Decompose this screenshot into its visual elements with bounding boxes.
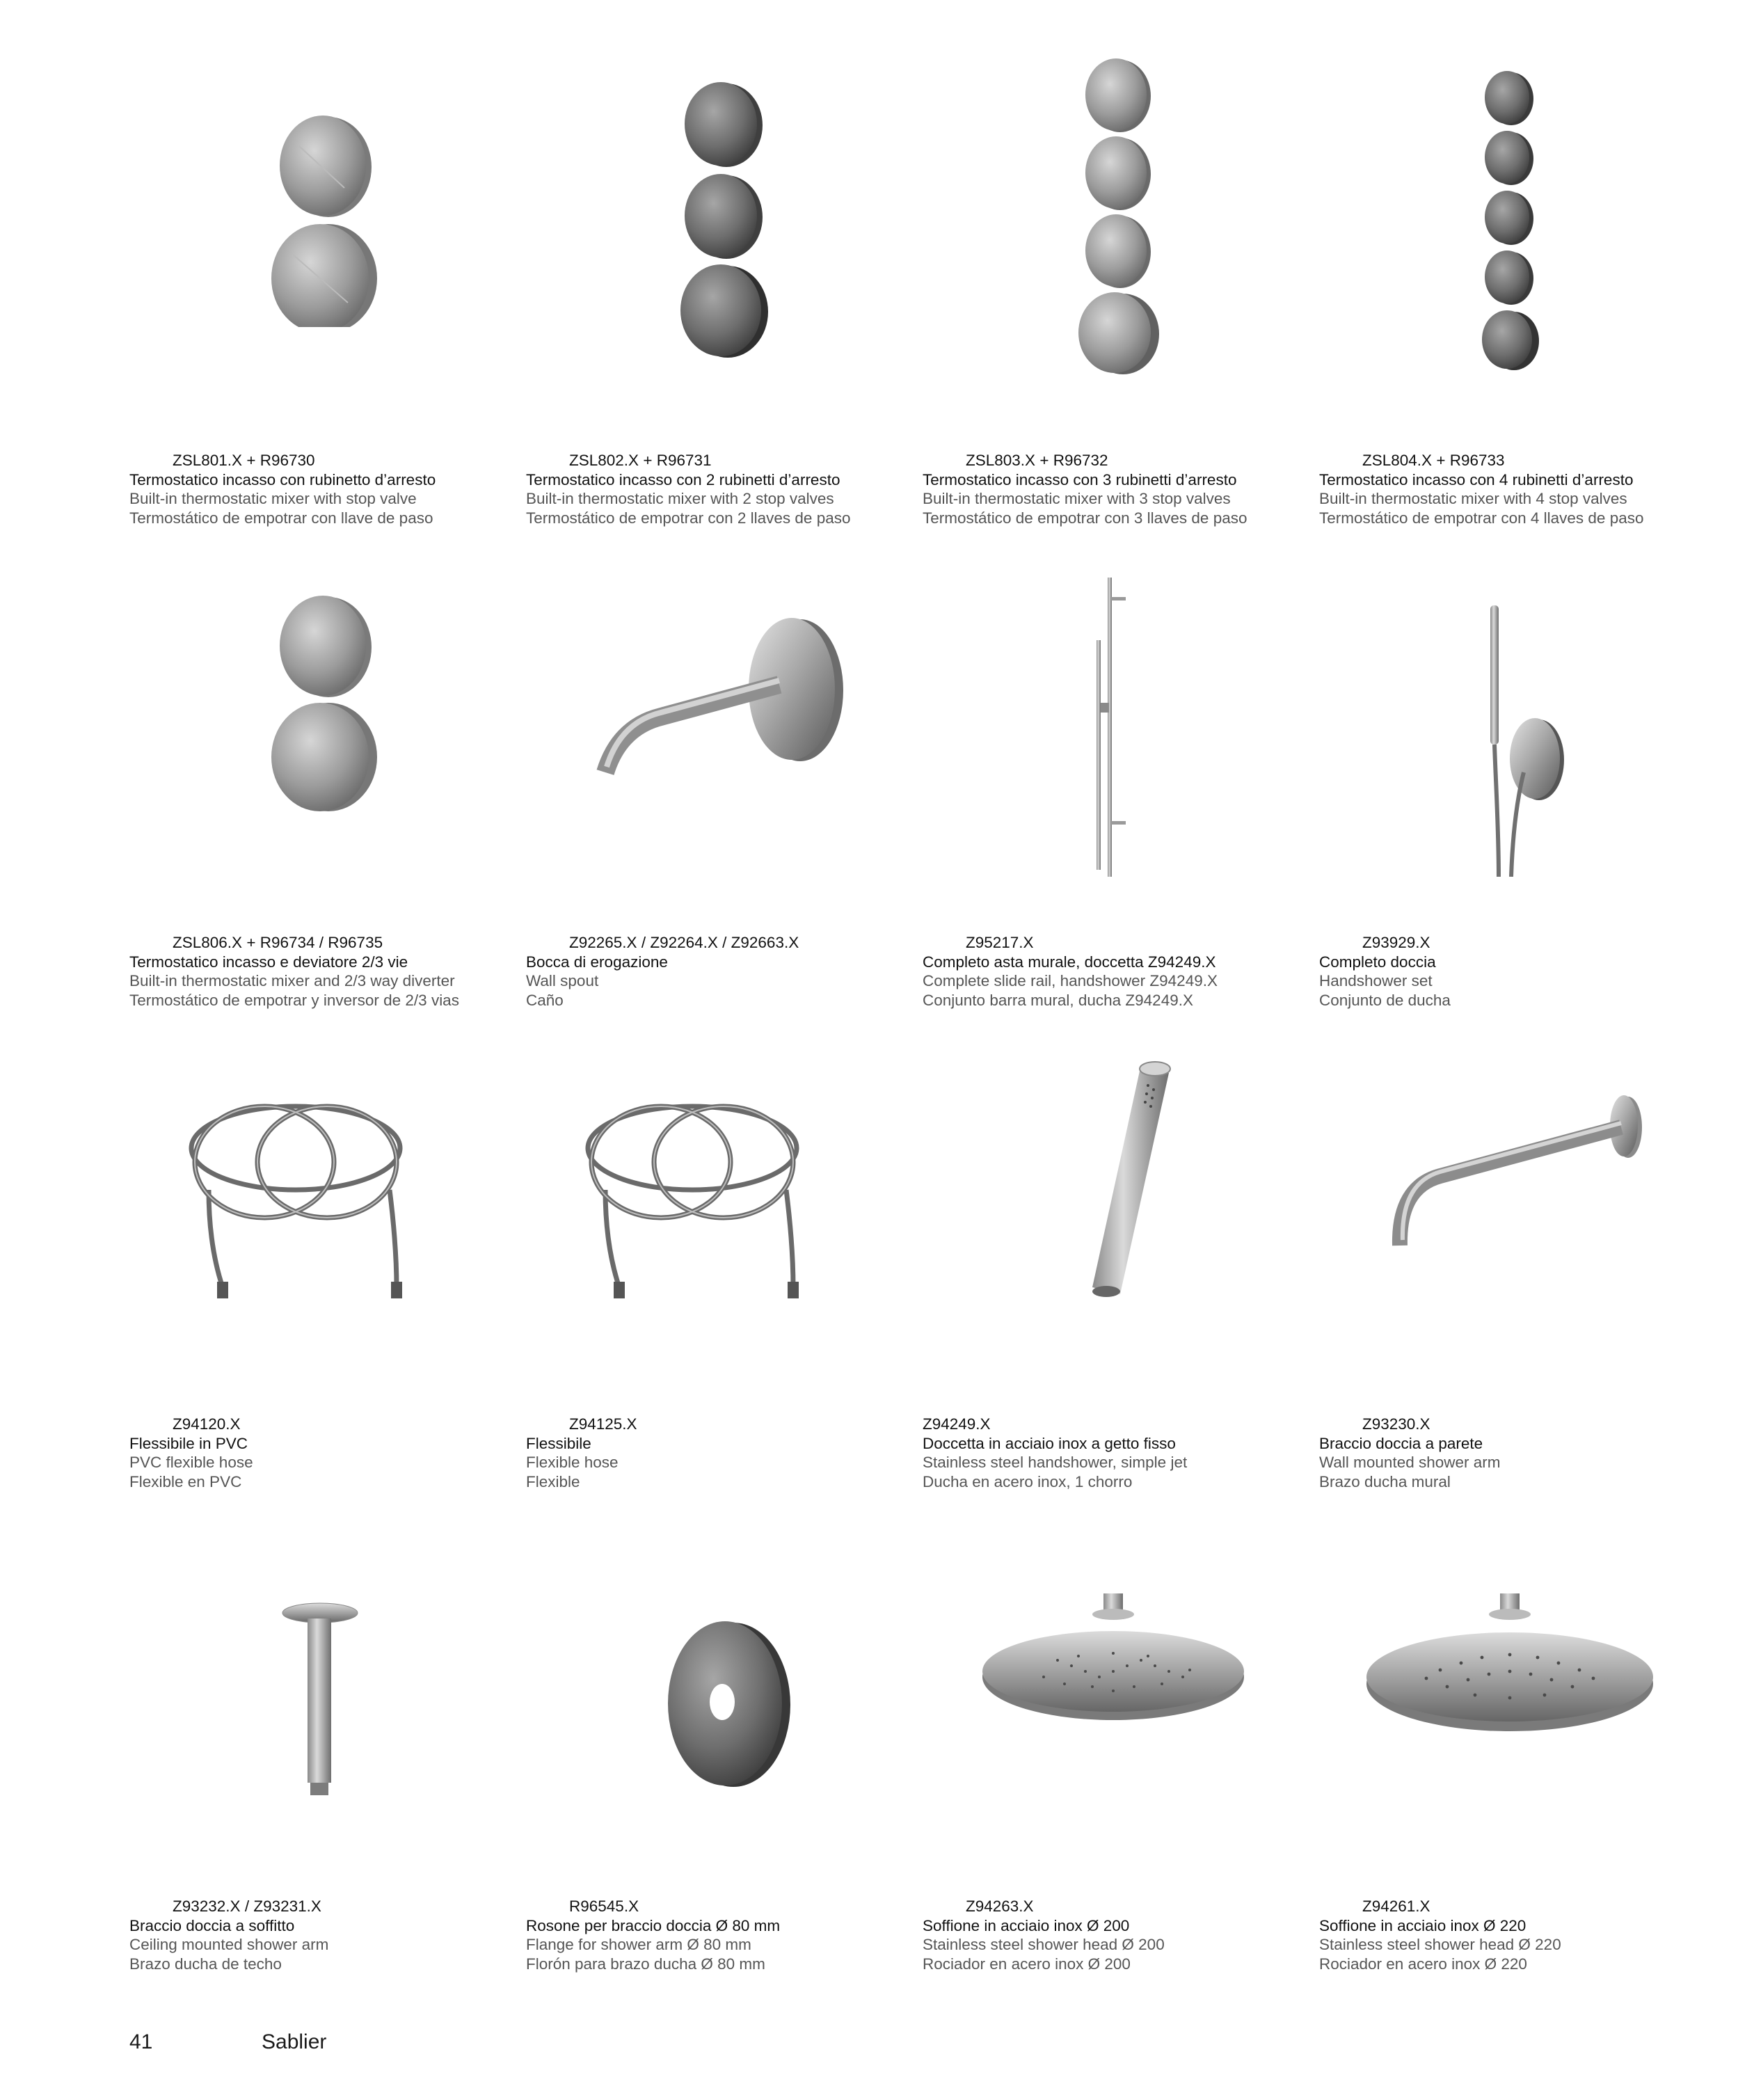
product-name-es: Ducha en acero inox, 1 chorro bbox=[923, 1472, 1133, 1490]
thermostatic-mixer-5-knobs-image bbox=[1468, 70, 1552, 376]
product-name-en: Built-in thermostatic mixer with stop valve bbox=[129, 490, 417, 507]
product-code: Z95217.X bbox=[966, 934, 1034, 951]
product-caption bbox=[923, 1415, 1312, 1491]
handshower-image bbox=[1044, 1058, 1183, 1308]
product-name-en: Built-in thermostatic mixer and 2/3 way diverter bbox=[129, 972, 455, 989]
wall-spout-image bbox=[571, 612, 863, 793]
product-name-en: Handshower set bbox=[1319, 972, 1433, 989]
product-name-en: Stainless steel handshower, simple jet bbox=[923, 1454, 1188, 1471]
product-name-it: Termostatico incasso e deviatore 2/3 vie bbox=[129, 953, 408, 971]
handshower-set-image bbox=[1475, 605, 1572, 877]
product-name-es: Rociador en acero inox Ø 220 bbox=[1319, 1955, 1527, 1973]
product-name-it: Completo asta murale, doccetta Z94249.X bbox=[923, 953, 1216, 971]
product-name-it: Braccio doccia a parete bbox=[1319, 1434, 1483, 1452]
product-caption bbox=[129, 933, 519, 1010]
product-caption bbox=[923, 1897, 1312, 1973]
product-caption bbox=[129, 451, 519, 527]
product-name-es: Termostático de empotrar y inversor de 2/3 vias bbox=[129, 991, 459, 1009]
product-name-it: Termostatico incasso con 4 rubinetti d’arresto bbox=[1319, 470, 1634, 488]
flexible-hose-image bbox=[564, 1085, 828, 1301]
product-name-es: Flexible bbox=[526, 1472, 580, 1490]
product-code: Z93929.X bbox=[1362, 934, 1430, 951]
shower-head-200-image bbox=[974, 1593, 1252, 1733]
product-name-en: Wall spout bbox=[526, 972, 599, 989]
product-code: Z92265.X / Z92264.X / Z92663.X bbox=[569, 934, 799, 951]
product-caption bbox=[1319, 1897, 1709, 1973]
product-name-it: Soffione in acciaio inox Ø 220 bbox=[1319, 1916, 1526, 1934]
product-caption bbox=[526, 1897, 916, 1973]
product-name-it: Braccio doccia a soffitto bbox=[129, 1916, 295, 1934]
product-code: Z94249.X bbox=[923, 1415, 991, 1433]
product-name-es: Conjunto barra mural, ducha Z94249.X bbox=[923, 991, 1193, 1009]
pvc-hose-image bbox=[167, 1085, 431, 1301]
collection-name: Sablier bbox=[262, 2030, 327, 2053]
product-name-it: Termostatico incasso con 3 rubinetti d’arresto bbox=[923, 470, 1237, 488]
product-name-it: Flessibile bbox=[526, 1434, 591, 1452]
product-name-es: Caño bbox=[526, 991, 564, 1009]
product-code: ZSL806.X + R96734 / R96735 bbox=[173, 934, 383, 951]
product-name-it: Rosone per braccio doccia Ø 80 mm bbox=[526, 1916, 781, 1934]
product-name-en: Wall mounted shower arm bbox=[1319, 1454, 1501, 1471]
product-caption bbox=[923, 933, 1312, 1010]
product-name-es: Brazo ducha de techo bbox=[129, 1955, 282, 1973]
product-name-en: Built-in thermostatic mixer with 2 stop valves bbox=[526, 490, 834, 507]
product-code: Z94125.X bbox=[569, 1415, 637, 1433]
product-caption bbox=[1319, 1415, 1709, 1491]
product-code: ZSL802.X + R96731 bbox=[569, 452, 712, 469]
product-name-en: Ceiling mounted shower arm bbox=[129, 1936, 329, 1953]
product-name-en: Flexible hose bbox=[526, 1454, 619, 1471]
product-name-es: Termostático de empotrar con 2 llaves de paso bbox=[526, 509, 851, 527]
flange-image bbox=[647, 1614, 800, 1795]
product-name-en: PVC flexible hose bbox=[129, 1454, 253, 1471]
product-name-en: Built-in thermostatic mixer with 3 stop valves bbox=[923, 490, 1231, 507]
product-caption bbox=[1319, 933, 1709, 1010]
product-code: ZSL803.X + R96732 bbox=[966, 452, 1108, 469]
product-name-en: Stainless steel shower head Ø 220 bbox=[1319, 1936, 1561, 1953]
ceiling-shower-arm-image bbox=[271, 1600, 369, 1802]
product-code: Z93232.X / Z93231.X bbox=[173, 1898, 321, 1915]
slide-rail-image bbox=[1085, 578, 1141, 877]
product-caption bbox=[129, 1897, 519, 1973]
thermostatic-diverter-image bbox=[250, 584, 390, 814]
product-caption bbox=[526, 1415, 916, 1491]
product-code: R96545.X bbox=[569, 1898, 639, 1915]
product-caption bbox=[526, 451, 916, 527]
product-name-es: Conjunto de ducha bbox=[1319, 991, 1451, 1009]
product-name-es: Termostático de empotrar con 4 llaves de paso bbox=[1319, 509, 1644, 527]
product-caption bbox=[923, 451, 1312, 527]
shower-head-220-image bbox=[1364, 1593, 1656, 1740]
page-number: 41 bbox=[129, 2030, 153, 2053]
product-code: ZSL804.X + R96733 bbox=[1362, 452, 1505, 469]
product-caption bbox=[526, 933, 916, 1010]
product-name-it: Termostatico incasso con rubinetto d’arresto bbox=[129, 470, 436, 488]
product-name-it: Flessibile in PVC bbox=[129, 1434, 248, 1452]
product-name-en: Built-in thermostatic mixer with 4 stop valves bbox=[1319, 490, 1627, 507]
product-code: Z94263.X bbox=[966, 1898, 1034, 1915]
thermostatic-mixer-2-knobs-image bbox=[250, 104, 390, 327]
product-code: Z93230.X bbox=[1362, 1415, 1430, 1433]
product-name-en: Complete slide rail, handshower Z94249.X bbox=[923, 972, 1218, 989]
product-name-es: Termostático de empotrar con llave de paso bbox=[129, 509, 433, 527]
product-name-es: Termostático de empotrar con 3 llaves de paso bbox=[923, 509, 1247, 527]
product-code: Z94120.X bbox=[173, 1415, 241, 1433]
product-name-it: Soffione in acciaio inox Ø 200 bbox=[923, 1916, 1130, 1934]
product-name-it: Termostatico incasso con 2 rubinetti d’arresto bbox=[526, 470, 840, 488]
product-caption bbox=[1319, 451, 1709, 527]
product-code: Z94261.X bbox=[1362, 1898, 1430, 1915]
product-name-en: Flange for shower arm Ø 80 mm bbox=[526, 1936, 751, 1953]
product-name-it: Bocca di erogazione bbox=[526, 953, 668, 971]
wall-shower-arm-image bbox=[1364, 1085, 1656, 1280]
thermostatic-mixer-3-knobs-image bbox=[668, 56, 779, 362]
product-name-es: Brazo ducha mural bbox=[1319, 1472, 1451, 1490]
product-name-es: Rociador en acero inox Ø 200 bbox=[923, 1955, 1131, 1973]
product-name-es: Florón para brazo ducha Ø 80 mm bbox=[526, 1955, 765, 1973]
product-name-en: Stainless steel shower head Ø 200 bbox=[923, 1936, 1165, 1953]
product-name-it: Completo doccia bbox=[1319, 953, 1436, 971]
product-name-it: Doccetta in acciaio inox a getto fisso bbox=[923, 1434, 1176, 1452]
product-code: ZSL801.X + R96730 bbox=[173, 452, 315, 469]
product-name-es: Flexible en PVC bbox=[129, 1472, 242, 1490]
product-caption bbox=[129, 1415, 519, 1491]
thermostatic-mixer-4-knobs-image bbox=[1065, 56, 1176, 383]
